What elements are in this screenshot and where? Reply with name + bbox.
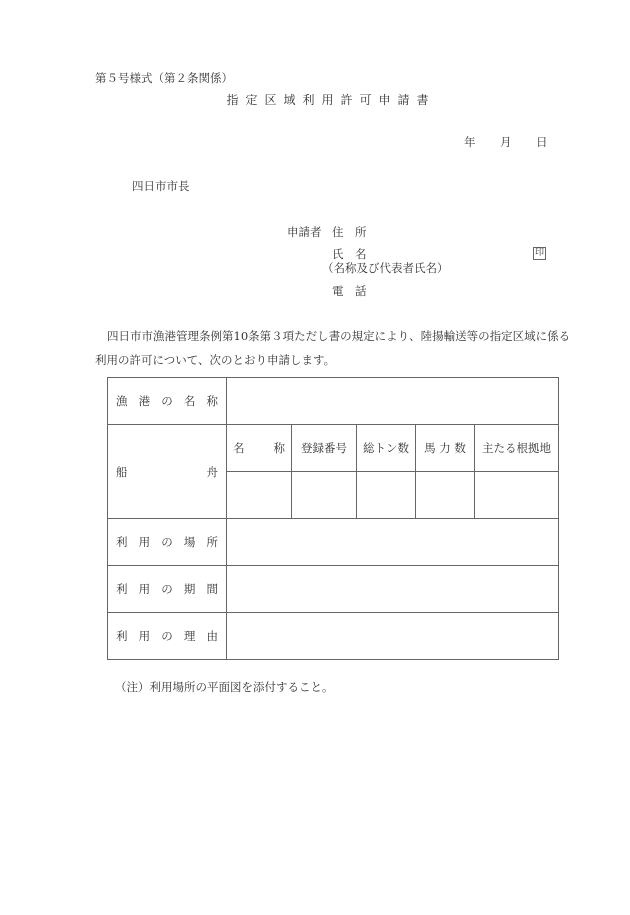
date-month-label: 月 xyxy=(500,135,512,149)
period-field[interactable] xyxy=(227,566,559,613)
addressee: 四日市市長 xyxy=(132,179,190,193)
ship-name-field[interactable] xyxy=(227,472,292,519)
date-year-label: 年 xyxy=(464,135,476,149)
table-row xyxy=(108,378,559,425)
ship-col-home-port: 主たる根拠地 xyxy=(475,425,559,472)
table-row xyxy=(108,566,559,613)
table-row xyxy=(108,519,559,566)
seal-icon: 印 xyxy=(534,248,544,258)
reason-label: 利用の理由 xyxy=(108,613,227,660)
reason-field[interactable] xyxy=(227,613,559,660)
ship-horsepower-field[interactable] xyxy=(416,472,475,519)
table-row xyxy=(108,613,559,660)
place-label: 利用の場所 xyxy=(108,519,227,566)
ship-col-horsepower: 馬 力 数 xyxy=(416,425,475,472)
applicant-name-label: 氏 名 xyxy=(332,247,367,261)
ship-label-left: 船 xyxy=(116,464,128,479)
ship-registration-field[interactable] xyxy=(292,472,357,519)
port-name-label: 漁港の名称 xyxy=(108,378,227,425)
application-statement: 四日市市漁港管理条例第10条第３項ただし書の規定により、陸揚輸送等の指定区域に係る利用の許可について、次のとおり申請します。 xyxy=(95,329,571,367)
ship-col-registration: 登録番号 xyxy=(292,425,357,472)
period-label: 利用の期間 xyxy=(108,566,227,613)
document-title: 指定区域利用許可申請書 xyxy=(226,93,436,107)
applicant-label: 申請者 xyxy=(287,225,322,239)
application-table xyxy=(107,377,559,660)
ship-tonnage-field[interactable] xyxy=(357,472,416,519)
place-field[interactable] xyxy=(227,519,559,566)
date-day-label: 日 xyxy=(536,135,548,149)
ship-label xyxy=(108,425,227,519)
ship-label-right: 舟 xyxy=(206,464,218,479)
ship-col-tonnage: 総トン数 xyxy=(357,425,416,472)
applicant-address-label: 住 所 xyxy=(332,225,367,239)
footnote: （注）利用場所の平面図を添付すること。 xyxy=(115,680,334,694)
applicant-phone-label: 電 話 xyxy=(332,284,367,298)
port-name-field[interactable] xyxy=(227,378,559,425)
table-row xyxy=(108,425,559,472)
ship-home-port-field[interactable] xyxy=(475,472,559,519)
ship-col-name: 名 称 xyxy=(227,425,292,472)
applicant-name-note: （名称及び代表者氏名） xyxy=(322,261,449,275)
form-number: 第５号様式（第２条関係） xyxy=(95,71,233,85)
